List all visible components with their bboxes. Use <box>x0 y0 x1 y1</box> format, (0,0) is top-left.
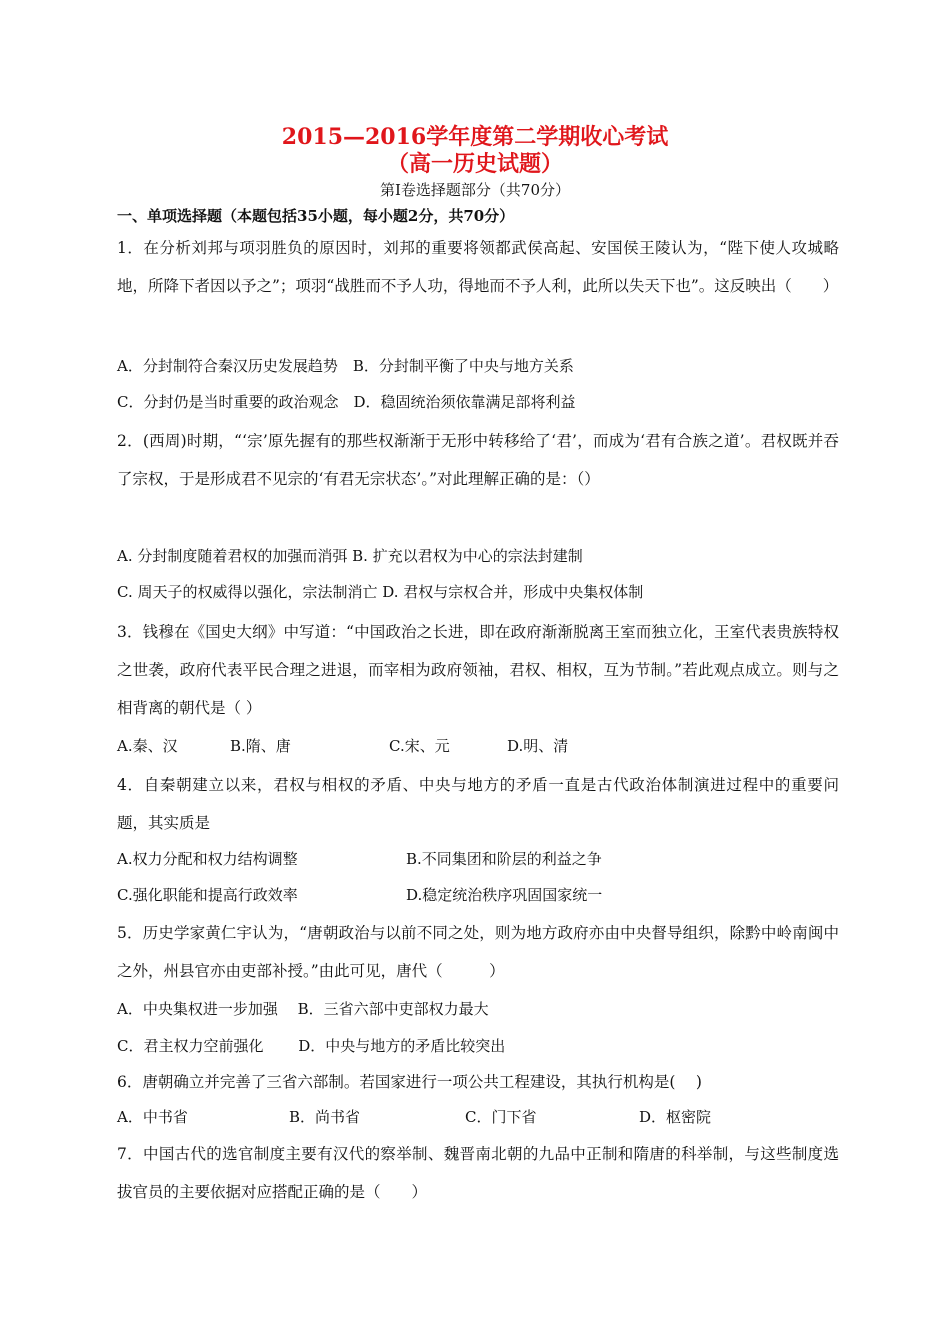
question-6-option-d: D．枢密院 <box>639 1108 712 1126</box>
question-6-options <box>117 1107 839 1127</box>
question-3-stem: 3．钱穆在《国史大纲》中写道：“中国政治之长进，即在政府渐渐脱离王室而独立化，王室代表贵族特权之世袭，政府代表平民合理之进退，而宰相为政府领袖，君权、相权，互为节制。”若此观点成立。则与之相背离的朝代是（ ） <box>117 623 839 717</box>
question-6-stem: 6．唐朝确立并完善了三省六部制。若国家进行一项公共工程建设，其执行机构是( ) <box>117 1073 702 1091</box>
question-3-option-a: A.秦、汉 <box>117 737 178 755</box>
question-3-options <box>117 736 839 756</box>
question-5-option-row-2: C．君主权力空前强化 D．中央与地方的矛盾比较突出 <box>117 1037 506 1055</box>
question-1-option-row-1: A．分封制符合秦汉历史发展趋势 B．分封制平衡了中央与地方关系 <box>117 357 574 375</box>
question-2-stem: 2．(西周)时期，“‘宗’原先握有的那些权渐渐于无形中转移给了‘君’，而成为‘君有合族之道’。君权既并吞了宗权，于是形成君不见宗的‘有君无宗状态’。”对此理解正确的是：（） <box>117 432 839 488</box>
exam-subject-title: （高一历史试题） <box>386 151 563 177</box>
section-heading: 一、单项选择题（本题包括35小题，每小题2分，共70分） <box>117 207 515 225</box>
question-6-option-b: B．尚书省 <box>289 1108 361 1126</box>
question-1-option-row-2: C．分封仍是当时重要的政治观念 D．稳固统治须依靠满足部将利益 <box>117 393 576 411</box>
question-2-option-row-2: C. 周天子的权威得以强化，宗法制消亡 D. 君权与宗权合并，形成中央集权体制 <box>117 583 644 601</box>
question-4-options-row-2 <box>117 885 839 905</box>
part-subtitle: 第Ⅰ卷选择题部分（共70分） <box>379 181 570 199</box>
question-2-option-row-1: A. 分封制度随着君权的加强而消弭 B. 扩充以君权为中心的宗法封建制 <box>117 547 583 565</box>
question-3-option-b: B.隋、唐 <box>230 737 291 755</box>
question-4-stem: 4．自秦朝建立以来，君权与相权的矛盾、中央与地方的矛盾一直是古代政治体制演进过程中的重要问题，其实质是 <box>117 776 839 832</box>
exam-title: 2015—2016学年度第二学期收心考试 <box>281 124 669 150</box>
question-3-option-c: C.宋、元 <box>389 737 450 755</box>
question-7-stem: 7．中国古代的选官制度主要有汉代的察举制、魏晋南北朝的九品中正制和隋唐的科举制，与这些制度选拔官员的主要依据对应搭配正确的是（ ） <box>117 1145 839 1201</box>
question-4-options-row-1 <box>117 849 839 869</box>
question-5-option-row-1: A．中央集权进一步加强 B．三省六部中吏部权力最大 <box>117 1000 489 1018</box>
question-6-option-c: C．门下省 <box>465 1108 537 1126</box>
question-4-option-a: A.权力分配和权力结构调整 <box>117 850 298 868</box>
question-6-option-a: A．中书省 <box>117 1108 188 1126</box>
question-4-option-b: B.不同集团和阶层的利益之争 <box>406 850 602 868</box>
question-4-option-c: C.强化职能和提高行政效率 <box>117 886 298 904</box>
question-1-stem: 1．在分析刘邦与项羽胜负的原因时，刘邦的重要将领都武侯高起、安国侯王陵认为，“陛下使人攻城略地，所降下者因以予之”；项羽“战胜而不予人功，得地而不予人利，此所以失天下也”。这反映出（ ） <box>117 239 839 295</box>
question-5-stem: 5．历史学家黄仁宇认为，“唐朝政治与以前不同之处，则为地方政府亦由中央督导组织，除黔中岭南闽中之外，州县官亦由吏部补授。”由此可见，唐代（ ） <box>117 924 839 980</box>
question-4-option-d: D.稳定统治秩序巩固国家统一 <box>406 886 603 904</box>
question-3-option-d: D.明、清 <box>507 737 569 755</box>
